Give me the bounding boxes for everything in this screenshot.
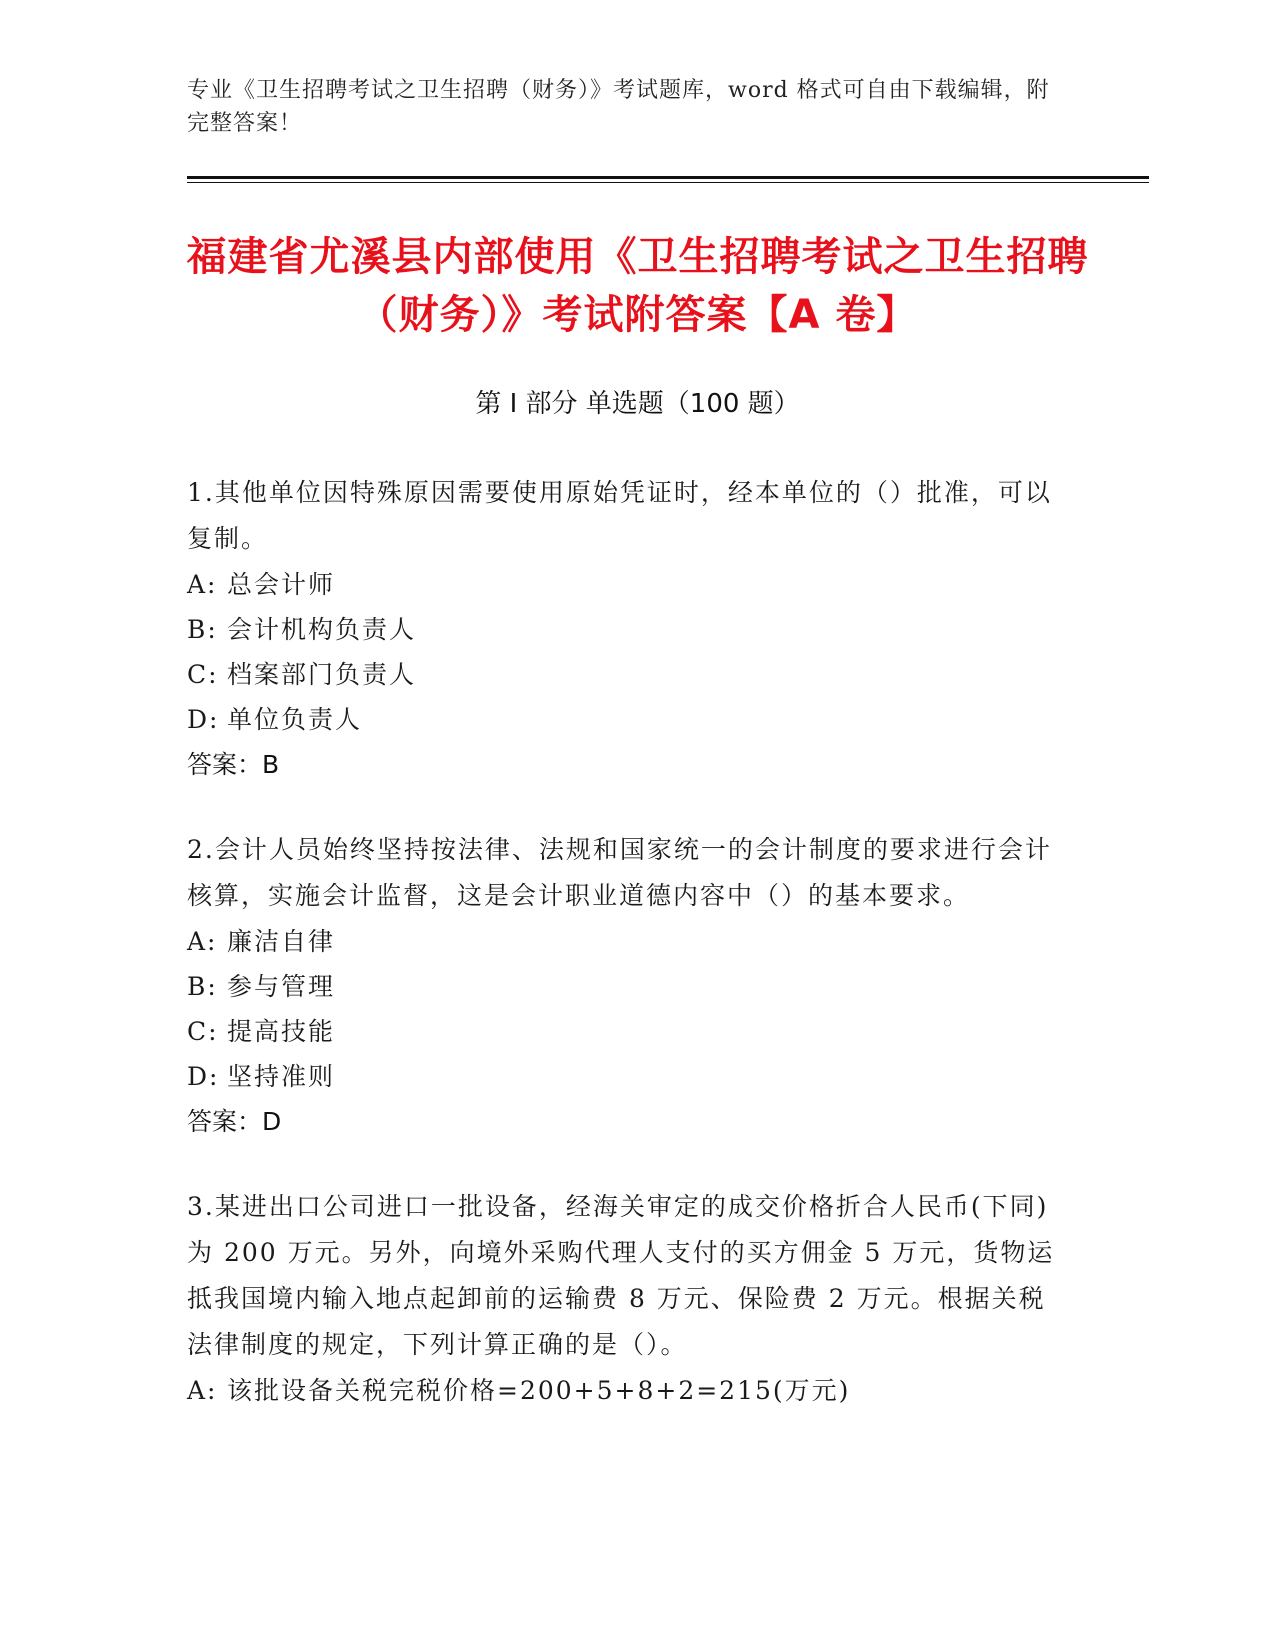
option-letter: B: bbox=[187, 615, 218, 644]
option-d bbox=[187, 1054, 1067, 1099]
header-rule-thick bbox=[187, 176, 1149, 179]
option-d bbox=[187, 697, 1067, 742]
answer-value: D bbox=[262, 1107, 282, 1136]
question-stem: 2.会计人员始终坚持按法律、法规和国家统一的会计制度的要求进行会计核算，实施会计监督，这是会计职业道德内容中（）的基本要求。 bbox=[187, 835, 1052, 910]
option-text: 档案部门负责人 bbox=[227, 660, 417, 689]
option-text: 提高技能 bbox=[227, 1017, 336, 1046]
question-stem: 3.某进出口公司进口一批设备，经海关审定的成交价格折合人民币(下同)为 200 万元。另外，向境外采购代理人支付的买方佣金 5 万元，货物运抵我国境内输入地点起卸前的运输费 8 万元、保险费 2 万元。根据关税法律制度的规定，下列计算正确的是（）。 bbox=[187, 1192, 1055, 1359]
option-text: 该批设备关税完税价格=200+5+8+2=215(万元) bbox=[227, 1376, 851, 1405]
option-text: 坚持准则 bbox=[227, 1062, 336, 1091]
answer-label: 答案： bbox=[187, 750, 263, 779]
option-text: 会计机构负责人 bbox=[227, 615, 417, 644]
question-2 bbox=[187, 827, 1067, 1144]
answer-line bbox=[187, 742, 1067, 787]
option-letter: D: bbox=[187, 1062, 220, 1091]
option-text: 总会计师 bbox=[227, 570, 336, 599]
option-c bbox=[187, 652, 1067, 697]
answer-label: 答案： bbox=[187, 1107, 263, 1136]
option-letter: A: bbox=[187, 927, 218, 956]
option-c bbox=[187, 1009, 1067, 1054]
header-note: 专业《卫生招聘考试之卫生招聘（财务）》考试题库，word 格式可自由下载编辑，附完整答案！ bbox=[187, 78, 1050, 136]
question-1 bbox=[187, 470, 1067, 787]
option-a bbox=[187, 1368, 1067, 1413]
question-3 bbox=[187, 1184, 1067, 1413]
option-text: 廉洁自律 bbox=[227, 927, 336, 956]
answer-line bbox=[187, 1099, 1067, 1144]
option-b bbox=[187, 607, 1067, 652]
answer-value: B bbox=[262, 750, 280, 779]
question-list bbox=[187, 470, 1067, 1453]
question-stem: 1.其他单位因特殊原因需要使用原始凭证时，经本单位的（）批准，可以复制。 bbox=[187, 478, 1052, 553]
header-rule-thin bbox=[187, 182, 1149, 183]
option-b bbox=[187, 964, 1067, 1009]
option-letter: A: bbox=[187, 1376, 218, 1405]
option-letter: B: bbox=[187, 972, 218, 1001]
document-title: 福建省尤溪县内部使用《卫生招聘考试之卫生招聘（财务）》考试附答案【A 卷】 bbox=[186, 234, 1089, 338]
option-letter: A: bbox=[187, 570, 218, 599]
option-text: 参与管理 bbox=[227, 972, 336, 1001]
option-text: 单位负责人 bbox=[227, 705, 363, 734]
option-letter: D: bbox=[187, 705, 220, 734]
option-letter: C: bbox=[187, 1017, 219, 1046]
option-a bbox=[187, 919, 1067, 964]
option-letter: C: bbox=[187, 660, 219, 689]
section-heading: 第 I 部分 单选题（100 题） bbox=[475, 389, 800, 419]
option-a bbox=[187, 562, 1067, 607]
